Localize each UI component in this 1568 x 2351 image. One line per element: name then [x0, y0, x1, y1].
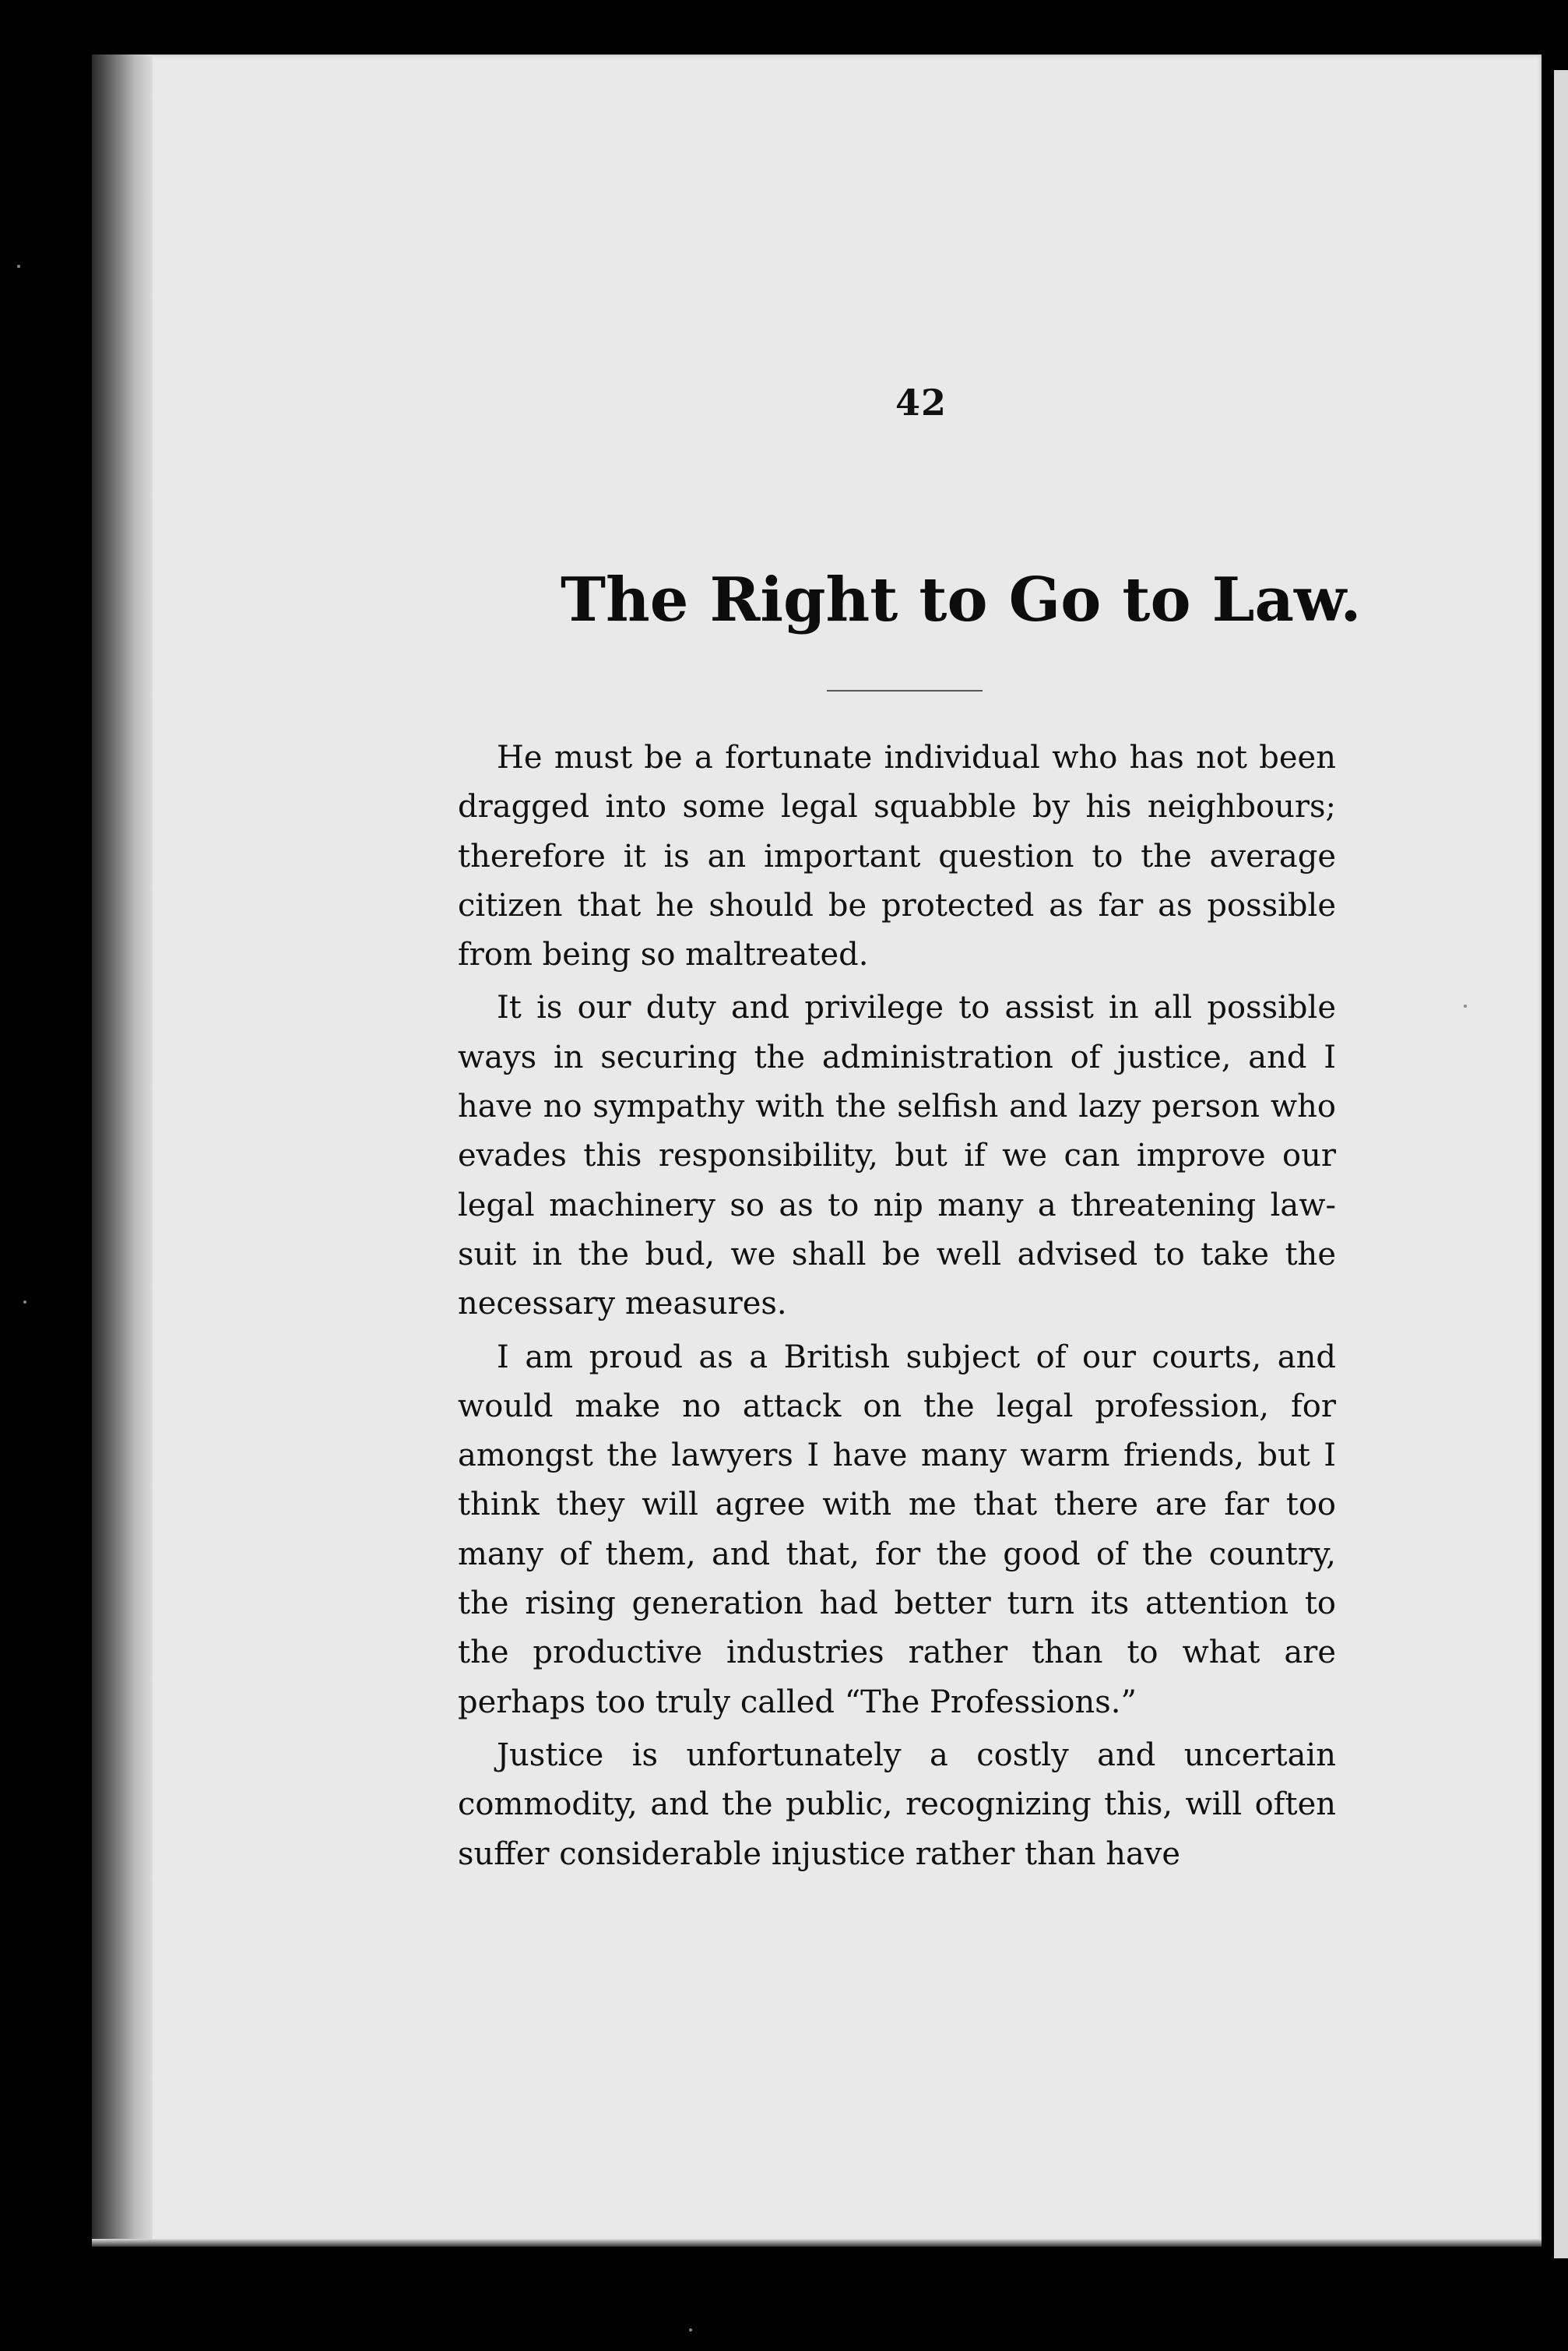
paragraph: I am proud as a British subject of our courts, and would make no attack on the legal profession, for amongst the lawyers I have many warm friends, but I think they will agree with me that there are far too many of them, and that, for the good of the country, the rising generation had better turn its attention to the productive industries rather than to what are perhaps too truly called “The Professions.”	[458, 1339, 1336, 1720]
next-page-edge	[1554, 70, 1568, 2258]
scan-speck	[17, 265, 20, 268]
chapter-title: The Right to Go to Law.	[561, 565, 1362, 635]
scan-speck	[689, 2328, 692, 2332]
scan-speck	[23, 1300, 26, 1304]
page-number: 42	[895, 382, 947, 424]
title-divider	[827, 690, 983, 692]
body-text	[458, 734, 1336, 1883]
page-bottom-edge	[92, 2239, 1542, 2247]
paragraph: It is our duty and privilege to assist in all possible ways in securing the administration of justice, and I have no sympathy with the selfish and lazy person who evades this responsibility, but if we can improve our legal machinery so as to nip many a threatening law-suit in the bud, we shall be well advised to take the necessary measures.	[458, 990, 1336, 1322]
page-binding-edge	[92, 55, 153, 2247]
scan-speck	[1464, 1005, 1467, 1008]
paragraph: He must be a fortunate individual who has not been dragged into some legal squabble by his neighbours; therefore it is an important question to the average citizen that he should be protected as far as possible from being so maltreated.	[458, 740, 1336, 973]
paragraph: Justice is unfortunately a costly and uncertain commodity, and the public, recognizing this, will often suffer considerable injustice rather than have	[458, 1737, 1336, 1872]
